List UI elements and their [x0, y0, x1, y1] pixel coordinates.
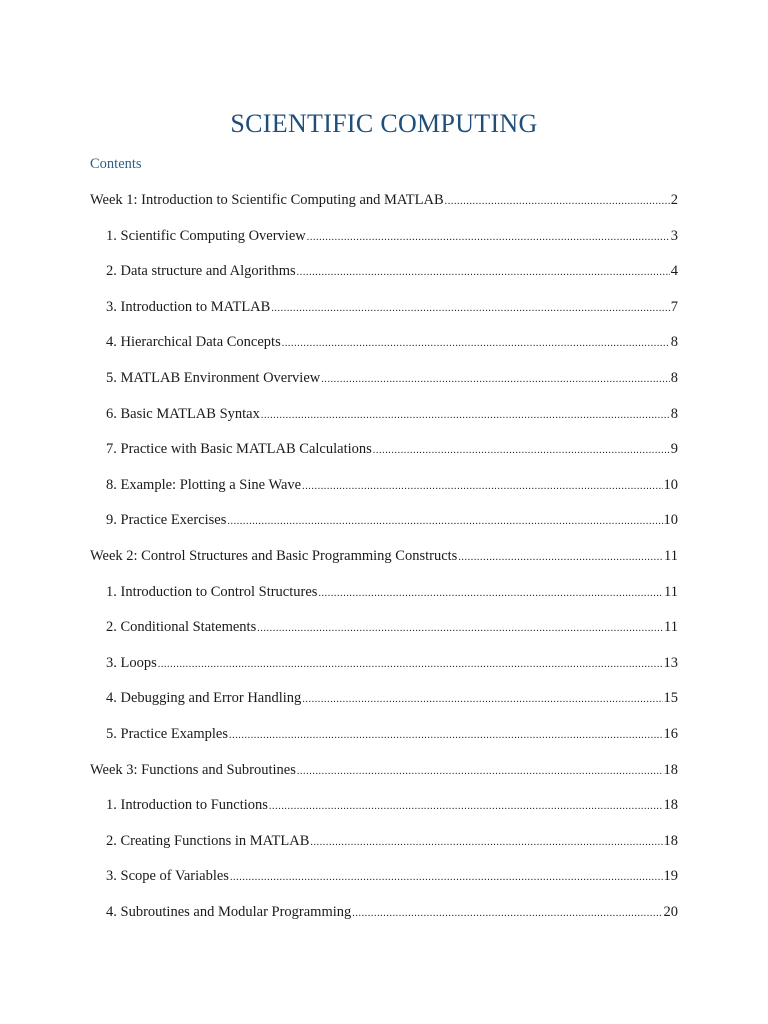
toc-entry-title: 3. Loops	[106, 654, 157, 671]
toc-page-number: 11	[664, 583, 678, 600]
toc-page-number: 8	[670, 334, 678, 351]
toc-page-number: 10	[663, 476, 678, 493]
toc-section-entry[interactable]	[106, 866, 678, 888]
toc-entry-title: 2. Data structure and Algorithms	[106, 263, 296, 280]
toc-section-entry[interactable]	[106, 332, 678, 354]
toc-week-entry[interactable]	[90, 760, 678, 782]
toc-entry-title: 6. Basic MATLAB Syntax	[106, 405, 260, 422]
toc-entry-title: 4. Hierarchical Data Concepts	[106, 334, 281, 351]
toc-entry-title: 2. Conditional Statements	[106, 619, 257, 636]
toc-section-entry[interactable]	[106, 688, 678, 710]
toc-page-number: 13	[663, 654, 678, 671]
toc-dot-leader	[352, 904, 662, 924]
toc-entry-title: 3. Scope of Variables	[106, 868, 229, 885]
toc-page-number: 20	[663, 904, 678, 920]
toc-section-entry[interactable]	[106, 368, 678, 390]
toc-page-number: 7	[670, 298, 678, 315]
toc-dot-leader	[269, 797, 663, 817]
toc-section-entry[interactable]	[106, 724, 678, 746]
toc-dot-leader	[229, 726, 663, 746]
toc-entry-title: 7. Practice with Basic MATLAB Calculations	[106, 441, 372, 458]
contents-heading: Contents	[90, 156, 142, 172]
toc-entry-title: 4. Debugging and Error Handling	[106, 690, 302, 707]
toc-entry-title: 1. Scientific Computing Overview	[106, 227, 306, 244]
toc-page-number: 10	[663, 512, 678, 529]
toc-section-entry[interactable]	[106, 795, 678, 817]
toc-section-entry[interactable]	[106, 226, 678, 248]
toc-dot-leader	[373, 441, 670, 461]
toc-entry-title: 3. Introduction to MATLAB	[106, 298, 271, 315]
toc-page-number: 11	[664, 548, 678, 564]
toc-entry-title: Week 2: Control Structures and Basic Programming Constructs	[90, 548, 458, 564]
toc-entry-title: 1. Introduction to Control Structures	[106, 583, 318, 600]
toc-dot-leader	[307, 228, 670, 248]
toc-page-number: 16	[663, 726, 678, 742]
toc-section-entry[interactable]	[106, 404, 678, 426]
toc-dot-leader	[282, 334, 670, 354]
toc-entry-title: 4. Subroutines and Modular Programming	[106, 904, 352, 920]
toc-dot-leader	[302, 477, 662, 497]
toc-entry-title: 9. Practice Exercises	[106, 512, 227, 529]
toc-page-number: 18	[663, 761, 678, 778]
toc-section-entry[interactable]	[106, 653, 678, 675]
toc-section-entry[interactable]	[106, 902, 678, 924]
toc-page-number: 19	[663, 868, 678, 885]
toc-entry-title: 2. Creating Functions in MATLAB	[106, 832, 310, 849]
toc-entry-title: Week 1: Introduction to Scientific Computing and MATLAB	[90, 192, 444, 208]
toc-section-entry[interactable]	[106, 582, 678, 604]
toc-dot-leader	[321, 370, 670, 390]
toc-week-entry[interactable]	[90, 546, 678, 568]
toc-dot-leader	[318, 584, 663, 604]
toc-page-number: 3	[670, 227, 678, 244]
toc-entry-title: 5. MATLAB Environment Overview	[106, 370, 321, 386]
toc-section-entry[interactable]	[106, 831, 678, 853]
toc-dot-leader	[257, 619, 663, 639]
toc-entry-title: Week 3: Functions and Subroutines	[90, 761, 296, 778]
toc-section-entry[interactable]	[106, 475, 678, 497]
toc-dot-leader	[297, 762, 663, 782]
toc-page-number: 2	[670, 192, 678, 208]
toc-page-number: 9	[670, 441, 678, 458]
toc-dot-leader	[297, 263, 670, 283]
document-title: SCIENTIFIC COMPUTING	[230, 109, 538, 138]
toc-entry-title: 5. Practice Examples	[106, 726, 228, 742]
toc-dot-leader	[310, 833, 662, 853]
toc-section-entry[interactable]	[106, 617, 678, 639]
toc-dot-leader	[230, 868, 663, 888]
toc-section-entry[interactable]	[106, 439, 678, 461]
toc-entry-title: 1. Introduction to Functions	[106, 797, 268, 814]
toc-dot-leader	[302, 690, 662, 710]
toc-page-number: 4	[670, 263, 678, 280]
toc-entry-title: 8. Example: Plotting a Sine Wave	[106, 476, 302, 493]
toc-dot-leader	[158, 655, 663, 675]
toc-section-entry[interactable]	[106, 510, 678, 532]
toc-dot-leader	[458, 548, 663, 568]
toc-page-number: 15	[663, 690, 678, 707]
toc-page-number: 18	[663, 832, 678, 849]
toc-week-entry[interactable]	[90, 190, 678, 212]
toc-page-number: 8	[670, 405, 678, 422]
toc-dot-leader	[445, 192, 670, 212]
toc-dot-leader	[227, 512, 662, 532]
toc-dot-leader	[261, 406, 670, 426]
toc-page-number: 8	[670, 370, 678, 386]
toc-section-entry[interactable]	[106, 297, 678, 319]
toc-page-number: 11	[664, 619, 678, 636]
toc-section-entry[interactable]	[106, 261, 678, 283]
toc-page-number: 18	[663, 797, 678, 814]
toc-dot-leader	[271, 299, 669, 319]
